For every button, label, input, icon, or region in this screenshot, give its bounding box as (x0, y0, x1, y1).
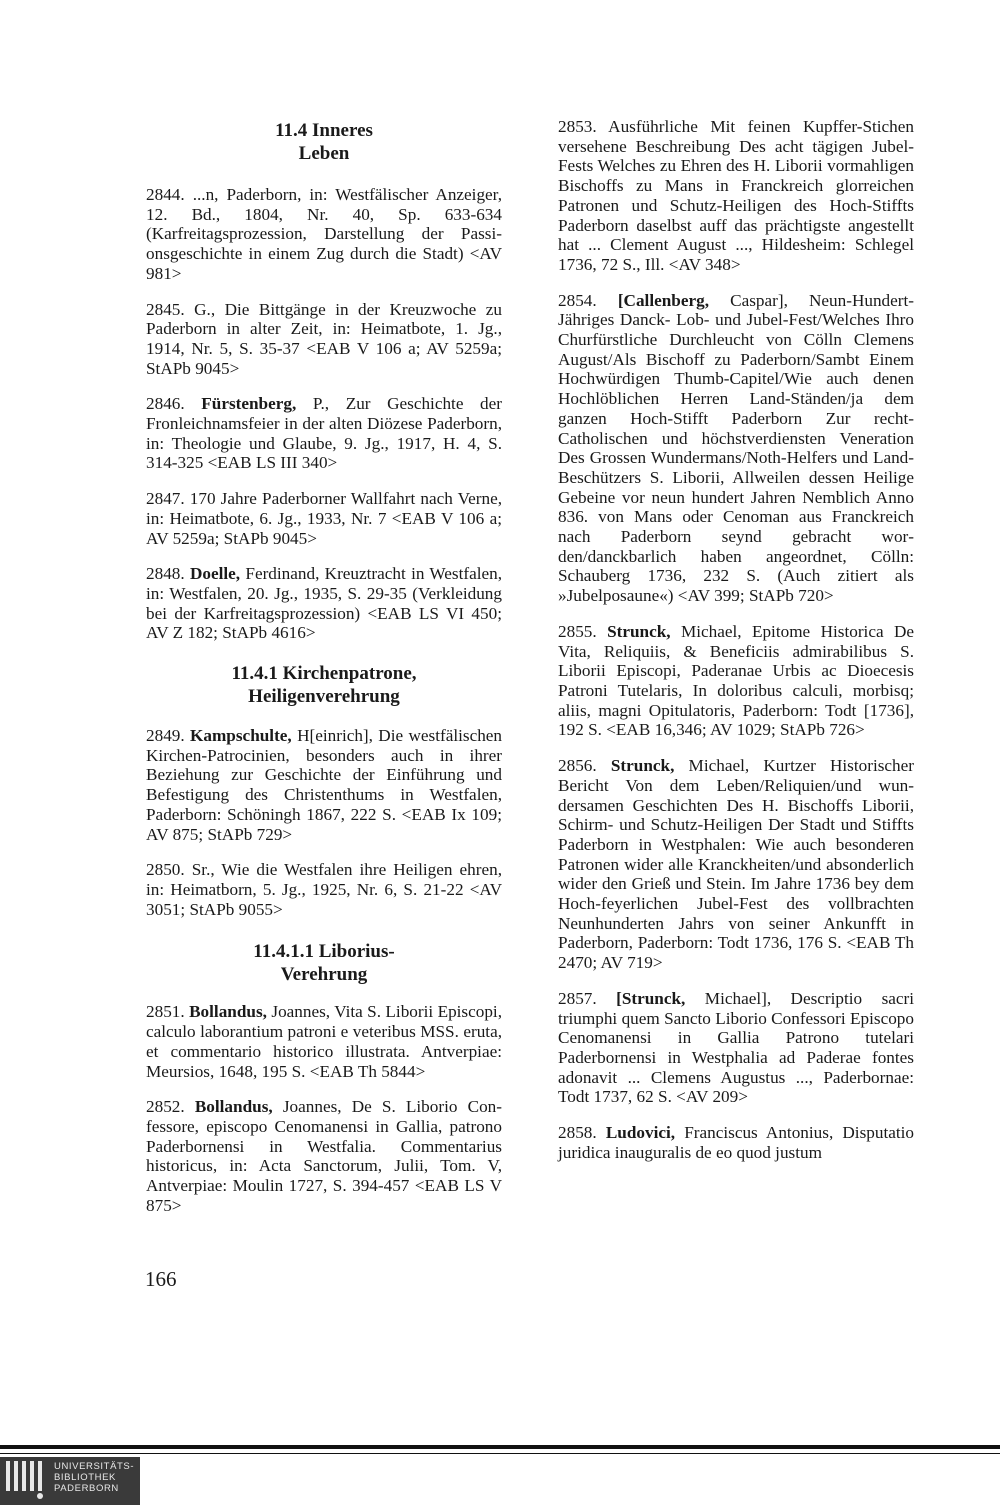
entry-number: 2849. (146, 726, 185, 746)
entry-text: P., Zur Geschichte der Fronleichnamsfeier in der alten Diözese Paderborn, in: Theologie und Glaube, 9. Jg., 1917, H. 4, S. 314-325 <EAB LS III 340> (146, 394, 502, 473)
entry-number: 2853. (558, 117, 597, 136)
footer-rule-thin (0, 1453, 1000, 1454)
entry-author: Bollandus, (194, 1097, 273, 1117)
entry-text: Ferdinand, Kreuztracht in Westfalen, in: Westfalen, 20. Jg., 1935, S. 29-35 (Verkleidung bei der Karfreitagsprozession) <EAB LS VI 450; AV Z 182; StAPb 4616> (146, 564, 502, 643)
entry-text: Joannes, De S. Liborio Confessore, episcopo Cenomanensi in Gallia, patrono Paderbornensi in Westfalia. Commentarius historicus, in: Acta Sanctorum, Julii, Tom. V, Antverpiae: Moulin 1727, S. 394-457 <EAB LS V 875> (146, 1097, 502, 1215)
entry-author: Doelle, (189, 564, 241, 584)
entry-number: 2848. (146, 564, 185, 584)
entry-text: ...n, Paderborn, in: Westfälischer Anzeiger, 12. Bd., 1804, Nr. 40, Sp. 633-634 (Karfreitagsprozession, Darstellung der Passionsgeschichte in einem Zug durch die Stadt) <AV 981> (146, 185, 502, 283)
entry-author: Strunck, (610, 756, 675, 776)
library-logo (0, 1457, 140, 1505)
entry-text: H[einrich], Die westfälischen Kirchen-Patrocinien, besonders auch in ihrer Beziehung zur Geschichte der Einführung und Befestigung des Christenthums in Westfalen, Paderborn: Schöningh 1867, 222 S. <EAB Ix 109; AV 875; StAPb 729> (146, 726, 503, 844)
entry-list-11-4-1 (146, 726, 502, 919)
entry-list-continued (558, 117, 914, 1162)
entry-text: Michael], Descriptio sacri triumphi quem Sancto Liborio Confessori Episcopo Cenomanensi in Gallia Patrono tutelari Paderbornensi in Westphalia ad Paderae fontes adonavit ... Clemens Augustus ..., Paderbornae: Todt 1737, 62 S. <AV 209> (558, 988, 915, 1107)
bibliography-entry (558, 291, 914, 606)
entry-number: 2855. (558, 621, 597, 641)
entry-author: Fürstenberg, (201, 394, 297, 414)
entry-text: 170 Jahre Paderborner Wallfahrt nach Verne, in: Heimatbote, 6. Jg., 1933, Nr. 7 <EAB V 106 a; AV 5259a; StAPb 9045> (146, 489, 502, 548)
entry-author: [Strunck, (616, 988, 686, 1008)
footer-rule-thick (0, 1445, 1000, 1449)
entry-number: 2857. (558, 988, 597, 1008)
bibliography-entry (146, 726, 502, 844)
logo-dot-icon (37, 1493, 43, 1499)
bibliography-entry (146, 1002, 502, 1081)
entry-text: Caspar], Neun-Hundert-Jähriges Danck- Lob- und Jubel-Fest/Welches Ihro Churfürstliche Durchleucht von Cölln Clemens August/Als Bischoff zu Paderborn/Sambt Einem Hochwürdigen Thumb-Capitel/Wie auch denen Hochlöblichen Herren Land-Ständen/ja dem ganzen Hoch-Stifft Paderborn Zur recht-Catholischen und höchstverdiensten Veneration Des Grossen Wundermans/Noth-Helfers und Land-Beschützers S. Liborii, Allweilen dessen Heilige Gebeine vor neun hundert Jahren Nemblich Anno 836. von Mans oder Cenoman aus Franckreich nach Paderborn seynd gebracht worden/danckbarlich haben angeordnet, Cölln: Schauberg 1736, 232 S. (Auch zitiert als »Jubelposaune«) <AV 399; StAPb 720> (558, 290, 915, 606)
bibliography-entry (146, 1097, 502, 1215)
entry-number: 2858. (558, 1123, 597, 1143)
entry-number: 2844. (146, 185, 185, 204)
logo-text: UNIVERSITÄTS- BIBLIOTHEK PADERBORN (54, 1461, 135, 1494)
entry-number: 2845. (146, 299, 185, 319)
entry-author: Bollandus, (189, 1002, 267, 1022)
bibliography-entry (558, 989, 914, 1107)
entry-list-11-4-1-1 (146, 1002, 502, 1215)
section-heading-11-4: 11.4 Inneres Leben (275, 120, 373, 164)
bibliography-entry (146, 394, 502, 473)
bibliography-entry (146, 185, 502, 284)
bibliography-entry (146, 300, 502, 379)
entry-author: Kampschulte, (190, 726, 292, 746)
entry-number: 2852. (146, 1097, 185, 1117)
entry-text: Sr., Wie die Westfalen ihre Heiligen ehren, in: Heimatborn, 5. Jg., 1925, Nr. 6, S. 21-22 <AV 3051; StAPb 9055> (146, 860, 502, 919)
bibliography-entry (558, 756, 914, 973)
right-column (558, 117, 914, 1178)
entry-list-11-4 (146, 185, 502, 643)
entry-number: 2854. (558, 290, 597, 310)
entry-number: 2850. (146, 860, 185, 880)
entry-text: Franciscus Antonius, Disputatio juridica inauguralis de eo quod justum (558, 1123, 915, 1162)
entry-author: Ludovici, (605, 1123, 676, 1143)
entry-text: Joannes, Vita S. Liborii Episcopi, calculo laborantium patroni e veteribus MSS. eruta, et commentario historico illustrata. Antverpiae: Meursios, 1648, 195 S. <EAB Th 5844> (146, 1002, 503, 1081)
entry-author: Strunck, (607, 621, 671, 641)
bibliography-entry (558, 622, 914, 740)
entry-text: Michael, Kurtzer Historischer Bericht Von dem Leben/Reliquien/und wundersamen Geschichten Des H. Bischoffs Liborii, Schirm- und Schutz-Heiligen Der Stadt und Stiffts Paderborn in Westphalen: Wie auch besonderen Patronen wider alle Kranckheiten/und absonderlich wider den Grieß und Stein. Im Jahre 1736 bey dem Hoch-feyerlichen Jubel-Fest des vollbrachten Neunhunderten Jahrs von seiner Ankunfft in Paderborn, Paderborn: Todt 1736, 176 S. <EAB Th 2470; AV 719> (558, 756, 915, 973)
left-column (146, 113, 502, 1231)
entry-text: Michael, Epitome Historica De Vita, Reliquiis, & Beneficiis admirabilibus S. Liborii Episcopi, Paderanae Urbis ac Dioecesis Patroni Tutelaris, In doloribus calculi, morbisq; aliis, magni Opitulatoris, Paderborn: Todt [1736], 192 S. <EAB 16,346; AV 1029; StAPb 726> (558, 621, 915, 740)
entry-number: 2846. (146, 394, 185, 414)
bibliography-entry (146, 489, 502, 548)
bibliography-entry (558, 1123, 914, 1162)
bibliography-entry (558, 117, 914, 275)
entry-text: G., Die Bittgänge in der Kreuzwoche zu Paderborn in alter Zeit, in: Heimatbote, 1. Jg., 1914, Nr. 5, S. 35-37 <EAB V 106 a; AV 5259a; StAPb 9045> (146, 299, 502, 378)
bibliography-entry (146, 564, 502, 643)
entry-number: 2851. (146, 1002, 185, 1022)
entry-text: Ausführliche Mit feinen Kupffer-Stichen versehene Beschreibung Des acht tägigen Jubel-Fests Welches zu Ehren des H. Liborii vormahligen Bischoffs zu Mans in Franckreich glorreichen Patronen und Schutz-Heiligen des Hoch-Stiffts Paderborn daselbst auff das prächtigste angestellt hat ... Clement August ..., Hildesheim: Schlegel 1736, 72 S., Ill. <AV 348> (558, 117, 915, 274)
page-number: 166 (145, 1267, 177, 1291)
bibliography-entry (146, 860, 502, 919)
entry-number: 2847. (146, 489, 185, 509)
section-heading-11-4-1: 11.4.1 Kirchenpatrone, Heiligenverehrung (231, 663, 417, 707)
entry-number: 2856. (558, 756, 597, 776)
section-heading-11-4-1-1: 11.4.1.1 Liborius- Verehrung (253, 941, 395, 985)
entry-author: [Callenberg, (617, 290, 709, 310)
